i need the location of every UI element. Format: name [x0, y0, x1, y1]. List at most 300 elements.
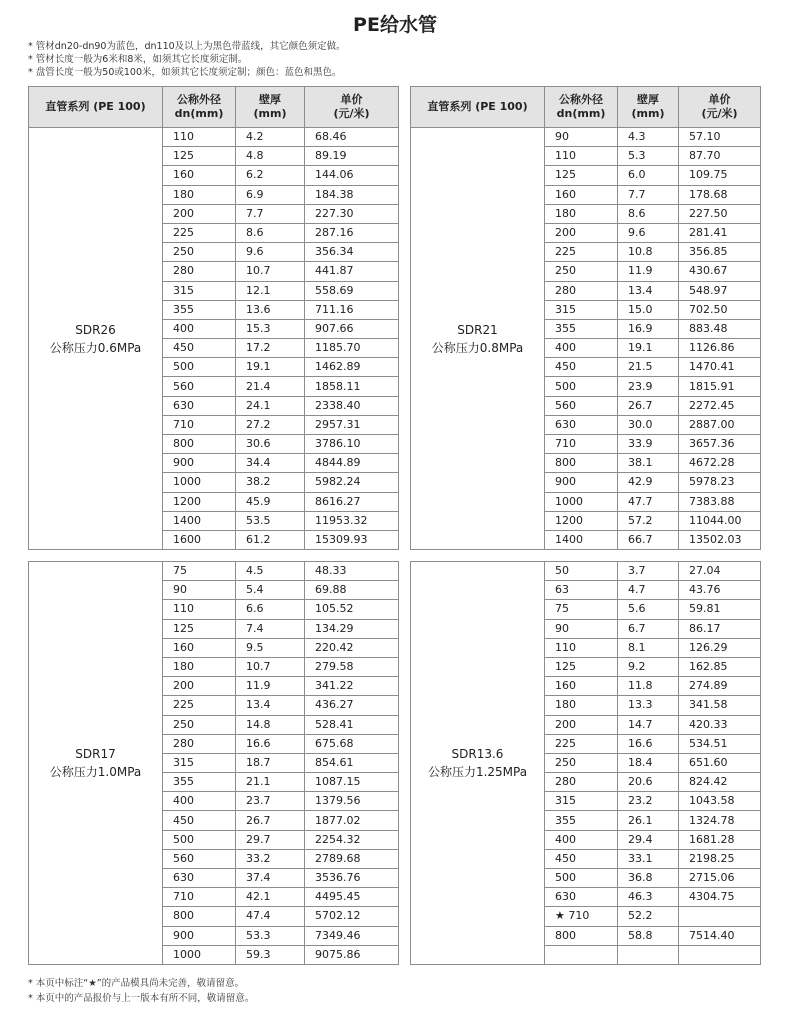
header-price — [305, 87, 399, 128]
header-price-line1: 单价 — [340, 93, 363, 106]
wall-cell: 4.2 — [236, 128, 305, 147]
price-cell: 2272.45 — [679, 396, 761, 415]
price-cell: 11953.32 — [305, 511, 399, 530]
dn-cell: 900 — [545, 473, 618, 492]
sdr-label: SDR21 — [457, 322, 498, 337]
wall-cell: 16.6 — [618, 734, 679, 753]
wall-cell: 33.2 — [236, 849, 305, 868]
price-cell: 4672.28 — [679, 454, 761, 473]
dn-cell: 800 — [545, 454, 618, 473]
wall-cell: 33.9 — [618, 435, 679, 454]
dn-cell: 110 — [163, 128, 236, 147]
wall-cell: 29.7 — [236, 830, 305, 849]
dn-cell: ★ 710 — [545, 907, 618, 926]
wall-cell: 17.2 — [236, 339, 305, 358]
footer-line: * 本页中标注“★”的产品模具尚未完善，敬请留意。 — [28, 978, 245, 989]
dn-cell: 250 — [163, 715, 236, 734]
wall-cell: 18.7 — [236, 753, 305, 772]
dn-cell: 1000 — [163, 945, 236, 964]
dn-cell: 200 — [545, 223, 618, 242]
price-cell: 420.33 — [679, 715, 761, 734]
price-cell: 43.76 — [679, 581, 761, 600]
wall-cell: 15.0 — [618, 300, 679, 319]
dn-cell: 355 — [545, 319, 618, 338]
dn-cell: 280 — [545, 773, 618, 792]
wall-cell: 38.2 — [236, 473, 305, 492]
wall-cell: 4.7 — [618, 581, 679, 600]
wall-cell: 29.4 — [618, 830, 679, 849]
dn-cell: 710 — [163, 415, 236, 434]
notes — [28, 40, 346, 79]
wall-cell: 23.9 — [618, 377, 679, 396]
header-series: 直管系列 (PE 100) — [29, 87, 163, 128]
wall-cell: 3.7 — [618, 562, 679, 581]
price-cell: 1324.78 — [679, 811, 761, 830]
dn-cell: 450 — [163, 811, 236, 830]
dn-cell: 400 — [163, 319, 236, 338]
price-cell: 1126.86 — [679, 339, 761, 358]
price-cell: 5978.23 — [679, 473, 761, 492]
price-cell: 126.29 — [679, 638, 761, 657]
dn-cell: 75 — [163, 562, 236, 581]
dn-cell: 125 — [545, 657, 618, 676]
wall-cell: 59.3 — [236, 945, 305, 964]
dn-cell: 280 — [163, 734, 236, 753]
sdr-label: SDR13.6 — [451, 746, 504, 761]
dn-cell: 1000 — [163, 473, 236, 492]
wall-cell: 9.2 — [618, 657, 679, 676]
price-cell: 57.10 — [679, 128, 761, 147]
dn-cell: 800 — [163, 907, 236, 926]
dn-cell: 500 — [163, 830, 236, 849]
wall-cell — [618, 945, 679, 964]
dn-cell: 315 — [163, 753, 236, 772]
header-dn-line1: 公称外径 — [559, 93, 603, 106]
wall-cell: 23.2 — [618, 792, 679, 811]
price-cell: 436.27 — [305, 696, 399, 715]
header-series: 直管系列 (PE 100) — [411, 87, 545, 128]
dn-cell: 315 — [163, 281, 236, 300]
footer-line: * 本页中的产品报价与上一版本有所不同，敬请留意。 — [28, 993, 255, 1004]
price-cell: 528.41 — [305, 715, 399, 734]
dn-cell: 160 — [163, 638, 236, 657]
dn-cell: 125 — [545, 166, 618, 185]
dn-cell: 400 — [545, 830, 618, 849]
dn-cell: 200 — [545, 715, 618, 734]
wall-cell: 52.2 — [618, 907, 679, 926]
dn-cell: 355 — [163, 773, 236, 792]
wall-cell: 5.3 — [618, 147, 679, 166]
wall-cell: 57.2 — [618, 511, 679, 530]
header-dn-line1: 公称外径 — [177, 93, 221, 106]
series-group-cell — [411, 128, 545, 550]
table-row — [411, 128, 761, 147]
price-cell: 227.50 — [679, 204, 761, 223]
wall-cell: 61.2 — [236, 530, 305, 549]
price-table-sdr21 — [410, 86, 761, 550]
price-cell: 287.16 — [305, 223, 399, 242]
price-cell: 2789.68 — [305, 849, 399, 868]
price-cell: 2715.06 — [679, 869, 761, 888]
dn-cell: 110 — [545, 147, 618, 166]
wall-cell: 18.4 — [618, 753, 679, 772]
dn-cell: 450 — [545, 358, 618, 377]
wall-cell: 30.0 — [618, 415, 679, 434]
pressure-label: 公称压力1.25MPa — [427, 764, 528, 779]
dn-cell: 355 — [545, 811, 618, 830]
price-cell: 1470.41 — [679, 358, 761, 377]
dn-cell: 900 — [163, 926, 236, 945]
wall-cell: 34.4 — [236, 454, 305, 473]
wall-cell: 19.1 — [618, 339, 679, 358]
dn-cell: 710 — [163, 888, 236, 907]
wall-cell: 58.8 — [618, 926, 679, 945]
price-cell: 13502.03 — [679, 530, 761, 549]
dn-cell: 225 — [163, 696, 236, 715]
price-cell: 274.89 — [679, 677, 761, 696]
dn-cell: 180 — [545, 204, 618, 223]
header-wall-line2: (mm) — [631, 107, 665, 120]
dn-cell: 500 — [545, 377, 618, 396]
dn-cell: 90 — [163, 581, 236, 600]
price-cell: 144.06 — [305, 166, 399, 185]
wall-cell: 47.7 — [618, 492, 679, 511]
wall-cell: 53.5 — [236, 511, 305, 530]
price-cell: 281.41 — [679, 223, 761, 242]
price-cell: 134.29 — [305, 619, 399, 638]
wall-cell: 12.1 — [236, 281, 305, 300]
price-cell: 1462.89 — [305, 358, 399, 377]
dn-cell: 1400 — [163, 511, 236, 530]
wall-cell: 10.7 — [236, 262, 305, 281]
wall-cell: 6.2 — [236, 166, 305, 185]
price-cell: 430.67 — [679, 262, 761, 281]
note-line: * 盘管长度一般为50或100米，如须其它长度须定制；颜色：蓝色和黑色。 — [28, 67, 342, 78]
dn-cell: 250 — [545, 262, 618, 281]
dn-cell: 90 — [545, 619, 618, 638]
price-cell: 89.19 — [305, 147, 399, 166]
wall-cell: 13.4 — [236, 696, 305, 715]
wall-cell: 33.1 — [618, 849, 679, 868]
price-cell: 2338.40 — [305, 396, 399, 415]
wall-cell: 42.9 — [618, 473, 679, 492]
wall-cell: 5.6 — [618, 600, 679, 619]
dn-cell: 280 — [545, 281, 618, 300]
dn-cell: 160 — [545, 677, 618, 696]
wall-cell: 4.8 — [236, 147, 305, 166]
dn-cell: 315 — [545, 792, 618, 811]
wall-cell: 45.9 — [236, 492, 305, 511]
price-cell: 15309.93 — [305, 530, 399, 549]
price-cell: 356.34 — [305, 243, 399, 262]
price-cell: 87.70 — [679, 147, 761, 166]
price-cell: 534.51 — [679, 734, 761, 753]
price-table-sdr17 — [28, 561, 399, 965]
dn-cell: 1200 — [163, 492, 236, 511]
wall-cell: 46.3 — [618, 888, 679, 907]
header-dn — [163, 87, 236, 128]
dn-cell: 560 — [163, 377, 236, 396]
price-cell: 220.42 — [305, 638, 399, 657]
dn-cell: 400 — [545, 339, 618, 358]
table-header-row — [29, 87, 399, 128]
header-wall-line1: 壁厚 — [259, 93, 281, 106]
wall-cell: 7.7 — [618, 185, 679, 204]
wall-cell: 19.1 — [236, 358, 305, 377]
wall-cell: 11.9 — [236, 677, 305, 696]
dn-cell: 560 — [163, 849, 236, 868]
dn-cell: 400 — [163, 792, 236, 811]
price-cell: 1681.28 — [679, 830, 761, 849]
price-cell: 1043.58 — [679, 792, 761, 811]
wall-cell: 9.6 — [236, 243, 305, 262]
price-cell: 7383.88 — [679, 492, 761, 511]
table-row — [29, 128, 399, 147]
wall-cell: 11.9 — [618, 262, 679, 281]
pressure-label: 公称压力0.6MPa — [49, 340, 142, 355]
wall-cell: 6.9 — [236, 185, 305, 204]
dn-cell: 200 — [163, 677, 236, 696]
wall-cell: 8.1 — [618, 638, 679, 657]
header-wall — [618, 87, 679, 128]
table-header-row — [411, 87, 761, 128]
wall-cell: 15.3 — [236, 319, 305, 338]
wall-cell: 16.9 — [618, 319, 679, 338]
dn-cell: 1000 — [545, 492, 618, 511]
price-cell: 109.75 — [679, 166, 761, 185]
dn-cell: 280 — [163, 262, 236, 281]
price-cell: 883.48 — [679, 319, 761, 338]
wall-cell: 10.8 — [618, 243, 679, 262]
dn-cell: 710 — [545, 435, 618, 454]
wall-cell: 27.2 — [236, 415, 305, 434]
price-cell: 341.58 — [679, 696, 761, 715]
dn-cell — [545, 945, 618, 964]
dn-cell: 250 — [163, 243, 236, 262]
price-cell: 184.38 — [305, 185, 399, 204]
dn-cell: 160 — [545, 185, 618, 204]
price-cell: 4495.45 — [305, 888, 399, 907]
dn-cell: 1400 — [545, 530, 618, 549]
dn-cell: 225 — [545, 734, 618, 753]
price-cell: 3786.10 — [305, 435, 399, 454]
price-cell — [679, 945, 761, 964]
price-cell: 824.42 — [679, 773, 761, 792]
price-cell: 2957.31 — [305, 415, 399, 434]
price-cell: 702.50 — [679, 300, 761, 319]
price-table-sdr13-6 — [410, 561, 761, 965]
dn-cell: 355 — [163, 300, 236, 319]
wall-cell: 4.5 — [236, 562, 305, 581]
dn-cell: 180 — [163, 185, 236, 204]
series-group-cell — [29, 128, 163, 550]
wall-cell: 14.7 — [618, 715, 679, 734]
wall-cell: 11.8 — [618, 677, 679, 696]
price-table-sdr26 — [28, 86, 399, 550]
price-cell: 8616.27 — [305, 492, 399, 511]
wall-cell: 47.4 — [236, 907, 305, 926]
dn-cell: 225 — [545, 243, 618, 262]
price-cell: 907.66 — [305, 319, 399, 338]
dn-cell: 630 — [163, 396, 236, 415]
dn-cell: 110 — [545, 638, 618, 657]
wall-cell: 21.4 — [236, 377, 305, 396]
price-cell: 4304.75 — [679, 888, 761, 907]
header-price-line1: 单价 — [708, 93, 731, 106]
dn-cell: 560 — [545, 396, 618, 415]
dn-cell: 500 — [163, 358, 236, 377]
wall-cell: 42.1 — [236, 888, 305, 907]
header-wall-line1: 壁厚 — [637, 93, 659, 106]
price-cell: 5982.24 — [305, 473, 399, 492]
pressure-label: 公称压力0.8MPa — [431, 340, 524, 355]
dn-cell: 110 — [163, 600, 236, 619]
wall-cell: 7.7 — [236, 204, 305, 223]
price-cell: 105.52 — [305, 600, 399, 619]
dn-cell: 180 — [545, 696, 618, 715]
table-row — [411, 562, 761, 581]
wall-cell: 26.1 — [618, 811, 679, 830]
price-cell: 7514.40 — [679, 926, 761, 945]
header-wall — [236, 87, 305, 128]
wall-cell: 4.3 — [618, 128, 679, 147]
price-cell: 7349.46 — [305, 926, 399, 945]
price-cell: 341.22 — [305, 677, 399, 696]
wall-cell: 26.7 — [236, 811, 305, 830]
wall-cell: 14.8 — [236, 715, 305, 734]
wall-cell: 30.6 — [236, 435, 305, 454]
price-cell: 1185.70 — [305, 339, 399, 358]
header-dn-line2: dn(mm) — [556, 107, 606, 120]
sdr-label: SDR17 — [75, 746, 116, 761]
price-cell: 711.16 — [305, 300, 399, 319]
wall-cell: 20.6 — [618, 773, 679, 792]
dn-cell: 800 — [163, 435, 236, 454]
dn-cell: 200 — [163, 204, 236, 223]
wall-cell: 8.6 — [236, 223, 305, 242]
wall-cell: 53.3 — [236, 926, 305, 945]
wall-cell: 26.7 — [618, 396, 679, 415]
dn-cell: 75 — [545, 600, 618, 619]
wall-cell: 6.7 — [618, 619, 679, 638]
header-price-line2: (元/米) — [701, 107, 738, 120]
price-cell: 548.97 — [679, 281, 761, 300]
price-cell: 11044.00 — [679, 511, 761, 530]
wall-cell: 36.8 — [618, 869, 679, 888]
dn-cell: 63 — [545, 581, 618, 600]
price-cell — [679, 907, 761, 926]
wall-cell: 24.1 — [236, 396, 305, 415]
price-cell: 1858.11 — [305, 377, 399, 396]
wall-cell: 21.5 — [618, 358, 679, 377]
price-cell: 9075.86 — [305, 945, 399, 964]
footer-notes — [28, 976, 254, 1006]
pressure-label: 公称压力1.0MPa — [49, 764, 142, 779]
series-group-cell — [29, 562, 163, 965]
dn-cell: 125 — [163, 619, 236, 638]
price-cell: 3657.36 — [679, 435, 761, 454]
price-cell: 4844.89 — [305, 454, 399, 473]
dn-cell: 630 — [545, 888, 618, 907]
dn-cell: 1600 — [163, 530, 236, 549]
header-price — [679, 87, 761, 128]
price-cell: 178.68 — [679, 185, 761, 204]
dn-cell: 315 — [545, 300, 618, 319]
dn-cell: 90 — [545, 128, 618, 147]
dn-cell: 225 — [163, 223, 236, 242]
dn-cell: 50 — [545, 562, 618, 581]
wall-cell: 23.7 — [236, 792, 305, 811]
wall-cell: 16.6 — [236, 734, 305, 753]
wall-cell: 13.6 — [236, 300, 305, 319]
wall-cell: 6.6 — [236, 600, 305, 619]
wall-cell: 9.5 — [236, 638, 305, 657]
wall-cell: 38.1 — [618, 454, 679, 473]
price-cell: 86.17 — [679, 619, 761, 638]
dn-cell: 160 — [163, 166, 236, 185]
dn-cell: 450 — [163, 339, 236, 358]
wall-cell: 10.7 — [236, 657, 305, 676]
price-cell: 27.04 — [679, 562, 761, 581]
price-cell: 227.30 — [305, 204, 399, 223]
price-cell: 48.33 — [305, 562, 399, 581]
price-cell: 441.87 — [305, 262, 399, 281]
header-dn — [545, 87, 618, 128]
price-cell: 1379.56 — [305, 792, 399, 811]
price-cell: 1087.15 — [305, 773, 399, 792]
dn-cell: 250 — [545, 753, 618, 772]
price-cell: 1877.02 — [305, 811, 399, 830]
sdr-label: SDR26 — [75, 322, 116, 337]
price-cell: 854.61 — [305, 753, 399, 772]
price-cell: 675.68 — [305, 734, 399, 753]
dn-cell: 900 — [163, 454, 236, 473]
note-line: * 管材dn20-dn90为蓝色，dn110及以上为黑色带蓝线，其它颜色须定做。 — [28, 41, 346, 52]
dn-cell: 630 — [163, 869, 236, 888]
price-cell: 5702.12 — [305, 907, 399, 926]
dn-cell: 630 — [545, 415, 618, 434]
note-line: * 管材长度一般为6米和8米，如须其它长度须定制。 — [28, 54, 248, 65]
price-cell: 3536.76 — [305, 869, 399, 888]
wall-cell: 9.6 — [618, 223, 679, 242]
wall-cell: 37.4 — [236, 869, 305, 888]
table-row — [29, 562, 399, 581]
price-cell: 68.46 — [305, 128, 399, 147]
wall-cell: 8.6 — [618, 204, 679, 223]
wall-cell: 13.3 — [618, 696, 679, 715]
wall-cell: 21.1 — [236, 773, 305, 792]
page-title: PE给水管 — [353, 14, 437, 36]
wall-cell: 66.7 — [618, 530, 679, 549]
header-price-line2: (元/米) — [333, 107, 370, 120]
price-cell: 69.88 — [305, 581, 399, 600]
price-cell: 558.69 — [305, 281, 399, 300]
wall-cell: 13.4 — [618, 281, 679, 300]
price-cell: 2887.00 — [679, 415, 761, 434]
price-cell: 162.85 — [679, 657, 761, 676]
header-dn-line2: dn(mm) — [174, 107, 224, 120]
price-cell: 279.58 — [305, 657, 399, 676]
dn-cell: 180 — [163, 657, 236, 676]
price-cell: 2254.32 — [305, 830, 399, 849]
wall-cell: 5.4 — [236, 581, 305, 600]
dn-cell: 800 — [545, 926, 618, 945]
wall-cell: 6.0 — [618, 166, 679, 185]
price-cell: 651.60 — [679, 753, 761, 772]
dn-cell: 1200 — [545, 511, 618, 530]
dn-cell: 500 — [545, 869, 618, 888]
dn-cell: 125 — [163, 147, 236, 166]
